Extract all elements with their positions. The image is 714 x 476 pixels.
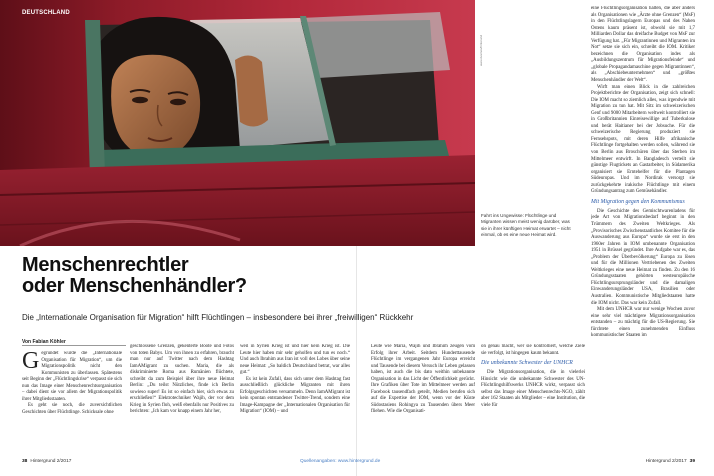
- body-column-6: [591, 6, 695, 454]
- drop-cap: G: [22, 351, 40, 374]
- body-column-5: [481, 344, 585, 454]
- paragraph: eine Flüchtlingsorganisation halten, die aber anders als Organisationen wie „Ärzte ohne Grenzen“ (MsF) in den Flüchtlingslagern Europas und des Nahen Ostens kaum präsent ist, obwohl sie mit 1,7 Milliarden Dollar das dreifache Budget von MsF zur Verfügung hat. „Für Migrantinnen und Migranten im Not“ setze sie sich ein, schreibt die IOM. Kritiker bezeichnen die Organisation indes als „Ausbildungszentrum für Migrationsfeinde“ und „globale Propagandamaschine gegen Migrantinnen“, als „Abschiebeunternehmen“ und „größtes Menschenhändler der Welt“.: [591, 6, 695, 84]
- woman-at-train-window-illustration: [0, 0, 475, 246]
- subheading: Mit Migration gegen den Kommunismus: [591, 198, 685, 205]
- headline-line-2: oder Menschenhändler?: [22, 275, 247, 297]
- folio-right: [646, 459, 695, 464]
- byline-rule: [22, 345, 126, 346]
- page-number-left: 38: [22, 459, 28, 464]
- body-column-3: [240, 344, 350, 454]
- source-link[interactable]: Quellenangaben: www.hintergrund.de: [300, 459, 381, 464]
- issue-label-right: Hintergrund 2/2017: [645, 459, 687, 464]
- photo-caption: Fahrt ins Ungewisse: Flüchtlinge und Migranten wissen meist wenig darüber, was sie in ihrer künftigen Heimat erwartet – nicht einmal, ob es eine neue Heimat wird.: [481, 213, 571, 237]
- paragraph: Leute wie Maria, Wajih und Ibrahim zeugen vom Erfolg ihrer Arbeit. Seitdem Hunderttausende Flüchtlinge im vergangenen Jahr Europa erreicht und Tausende bei diesem Versuch ihr Leben gelassen haben, ist auch die bis dato weithin unbekannte Organisation in das Licht der Öffentlichkeit gerückt. Ihre Grafiken über Tote im Mittelmeer werden auf Facebook tausendfach geteilt, Medien berufen sich auf die Expertise der IOM, wenn vor der Küste Südostasiens Rohingya zu Tausenden übers Meer fliehen. Wie die Organisati-: [371, 344, 475, 415]
- paragraph: Die Migrationsorganisation, die in vielerlei Hinsicht wie die unbekannte Schwester des UN-Flüchtlingshilfswerks UNHCR wirkt, verpasst sich selbst das Image einer Menschenrechts-NGO, zählt aber 162 Staaten als Mitglieder – eine Institution, die viele für: [481, 370, 585, 408]
- folio-left: [22, 459, 71, 464]
- issue-label-left: Hintergrund 2/2017: [30, 459, 72, 464]
- byline: Von Fabian Köhler: [22, 339, 66, 345]
- paragraph: geschlossene Grenzen, gekenterte Boote und Fotos von toten Babys. Um von ihnen zu erfahren, braucht man nur auf Twitter nach dem Hashtag IamAMigrant zu suchen. Maria, die als diskriminierte Roma aus Rumänien flüchtete, schreibt da zum Beispiel über ihre neue Heimat Berlin: „Du teilst Nützliches, finde ich Berlin sowieso super! Es ist so einfach hier, sich etwas zu erschließen!“ Elektrotechniker Wajih, der vor dem Krieg in Syrien floh, weiß ebenfalls nur Positives zu berichten: „Ich kam vor knapp einem Jahr her,: [130, 344, 234, 415]
- paragraph: weil in Syrien Krieg ist und hier kein Krieg ist. Die Leute hier haben mir sehr geholfen und tun es noch.“ Und auch Ibrahim aus Iran ist voll des Lobes über seine neue Heimat: „So baldich Deutschland betrat, war alles gut.“: [240, 344, 350, 376]
- subheading: Die unbekannte Schwester der UNHCR: [481, 360, 573, 367]
- paragraph: Wirft man einen Blick in die zahlreichen Projektberichte der Organisation, zeigt sich schnell: Die IOM macht so ziemlich alles, was irgendwie mit Migration zu tun hat. Mit Sitz im schweizerischen Genf und 9000 Mitarbeitern weltweit kontrolliert sie in Großbritannien Einreisewillige auf Tuberkulose und berät Haitianer bei der Jobsuche. Für die schweizerische Regierung produziert sie Fernsehspots, mit deren Hilfe afrikanische Flüchtlinge fortgehalten werden sollen, während sie von Berlin aus Broschüren über das Sterben im Mittelmeer entwirft. In Bangladesch verteilt sie günstige Flugtickets an Gastarbeiter, in Südamerika organisiert sie Erntehelfer für die Plantagen Südeuropas. Und im Nordirak versorgt sie zurückgekehrte irakische Flüchtlinge mit einem Gründungsantrag zum Gemüsehändler.: [591, 84, 695, 195]
- body-column-1: [22, 351, 122, 454]
- paragraph: Mit dem UNHCR war nur wenige Wochen zuvor eine sehr viel mächtigere Migrationsorganisation entstanden – zu mächtig für die US-Regierung. Sie fürchtete einen zunehmenden Einfluss kommunistischer Staaten im: [591, 307, 695, 339]
- paragraph: on genau macht, wer sie kontrolliert, welche Ziele sie verfolgt, ist hingegen kaum bekannt.: [481, 344, 585, 356]
- paragraph: Es ist kein Zufall, dass sich unter dem Hashtag fast ausschließlich glückliche Migranten mit ihren Erfolgsgeschichten versammeln. Denn IamAMigrant ist kein spontan entstandener Twitter-Trend, sondern eine Image-Kampagne der „Internationalen Organisation für Migration“ (IOM) – und: [240, 376, 350, 415]
- paragraph: Die Geschichte des Gemischtwarenladens für jede Art von Migrationsbedarf beginnt in den Trümmern des Zweiten Weltkrieges. Als „Provisorisches Zwischenstaatliches Komitee für die Auswanderung aus Europa“ wurde sie erst in den 1960er Jahren in IOM umbenannte Organisation 1951 in Brüssel gegründet. Ihre Aufgabe war es, das „Problem der Überbevölkerung“ Europa zu lösen und für die Millionen Vertriebenen des Zweiten Weltkrieges eine neue Heimat zu finden. Zu den 16 Gründungsstaaten gehörten westeuropäische Flüchtlingsursprungsländer und die damaligen Einwanderungsländer USA, Brasilien oder Australien. Kommunistische Mitgliedstaaten hatte die IOM nicht. Das war kein Zufall.: [591, 208, 695, 306]
- article-headline: [22, 255, 362, 297]
- section-tag: DEUTSCHLAND: [22, 10, 70, 16]
- headline-line-1: Menschenrechtler: [22, 254, 189, 276]
- photo-credit: www.dvamos/hinterund: [479, 34, 483, 66]
- paragraph: Es geht sie noch, die zuversichtlichen Geschichten über Flüchtlinge. Schicksale ohne: [22, 403, 122, 415]
- lead-photo: [0, 0, 475, 246]
- opening-paragraph: [22, 351, 122, 403]
- opening-paragraph-text: egründet wurde die „Internationale Organisation für Migration“, um die Migrationspolitik nicht den Kommunisten zu überlassen. Spätestens seit Beginn der „Flüchtlingskrise“ verpasst sie sich nun das Image einer Menschenrechtsorganisation – dabei dient sie vor allem der Migrationspolitik ihrer Mitgliedsstaaten.: [22, 351, 122, 402]
- page-number-right: 39: [689, 459, 695, 464]
- standfirst: Die „Internationale Organisation für Migration“ hilft Flüchtlingen – insbesondere bei ihrer „freiwilligen“ Rückkehr: [22, 313, 414, 322]
- body-column-2: [130, 344, 234, 454]
- body-column-4: [371, 344, 475, 454]
